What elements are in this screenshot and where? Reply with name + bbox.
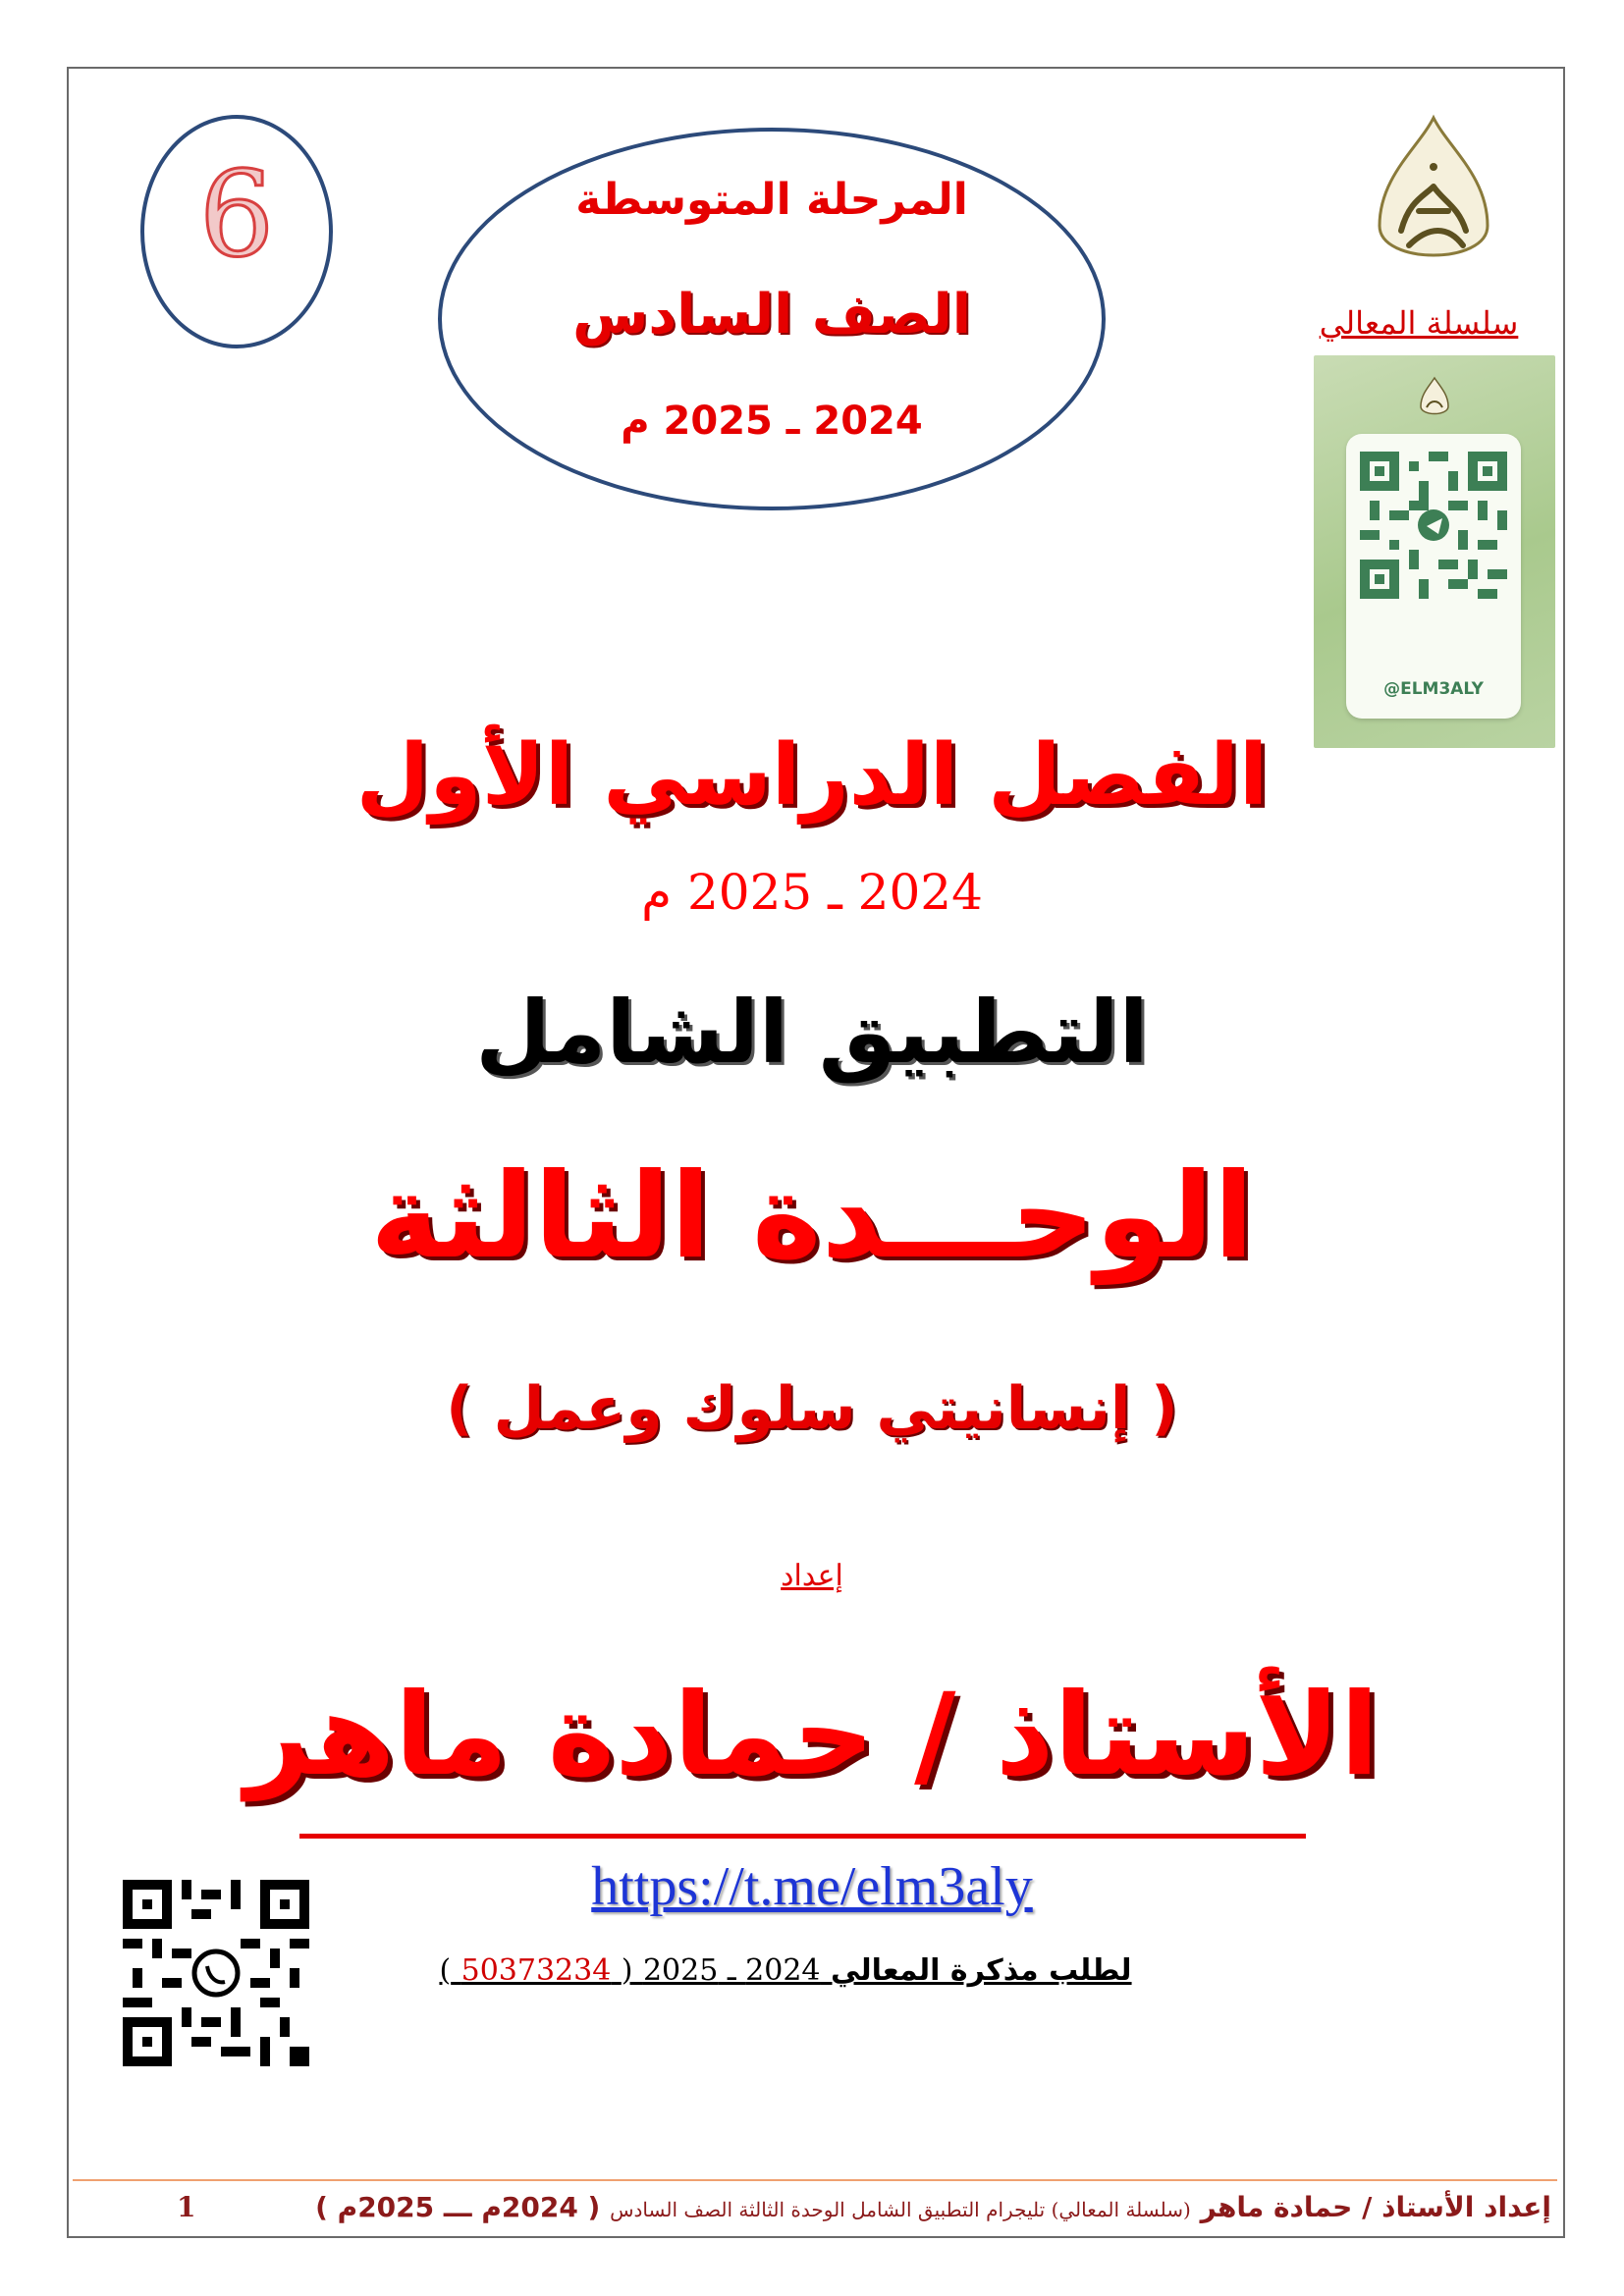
author-name: الأستاذ / حمادة ماهر — [244, 1669, 1380, 1801]
telegram-handle: @ELM3ALY — [1383, 679, 1484, 699]
grade-label: الصف السادس — [572, 283, 971, 347]
unit-subtitle: ( إنسانيتي سلوك وعمل ) — [446, 1374, 1178, 1443]
semester-title: الفصل الدراسي الأول — [355, 726, 1269, 825]
order-label: لطلب مذكرة المعالي — [830, 1953, 1132, 1988]
calligraphy-logo-icon — [1311, 108, 1556, 285]
order-line: لطلب مذكرة المعالي 2024 ـ 2025 ( 50373234 ) — [439, 1953, 1132, 1988]
semester-year: 2024 ـ 2025 م — [641, 864, 983, 921]
footer-detail: (سلسلة المعالي) تليجرام التطبيق الشامل الوحدة الثالثة الصف السادس — [610, 2198, 1191, 2221]
brand-name: سلسلة المعالي — [1319, 304, 1519, 342]
order-phone: 50373234 — [460, 1953, 612, 1988]
footer-text — [157, 2191, 1551, 2223]
telegram-link[interactable]: https://t.me/elm3aly — [591, 1856, 1033, 1917]
unit-title: الوحـــدة الثالثة — [370, 1148, 1254, 1285]
stage-label: المرحلة المتوسطة — [575, 175, 968, 225]
page-number: 1 — [177, 2191, 196, 2223]
divider — [299, 1834, 1306, 1839]
small-logo-icon — [1415, 375, 1454, 419]
academic-year: 2024 ـ 2025 م — [621, 399, 923, 444]
qr-card-inner — [1346, 434, 1521, 719]
whatsapp-qr-icon[interactable] — [123, 1880, 309, 2066]
order-years: 2024 ـ 2025 — [642, 1953, 821, 1988]
application-title: التطبيق الشامل — [475, 982, 1149, 1083]
prepared-by-label: إعداد — [781, 1559, 843, 1593]
footer-years: ( 2024م ـــ 2025م ) — [315, 2191, 601, 2223]
grade-number: 6 — [198, 147, 275, 284]
footer-rule — [73, 2179, 1557, 2181]
qr-code-icon — [1360, 452, 1507, 599]
telegram-qr-card[interactable] — [1314, 355, 1555, 748]
footer-author: إعداد الأستاذ / حمادة ماهر — [1200, 2191, 1551, 2223]
